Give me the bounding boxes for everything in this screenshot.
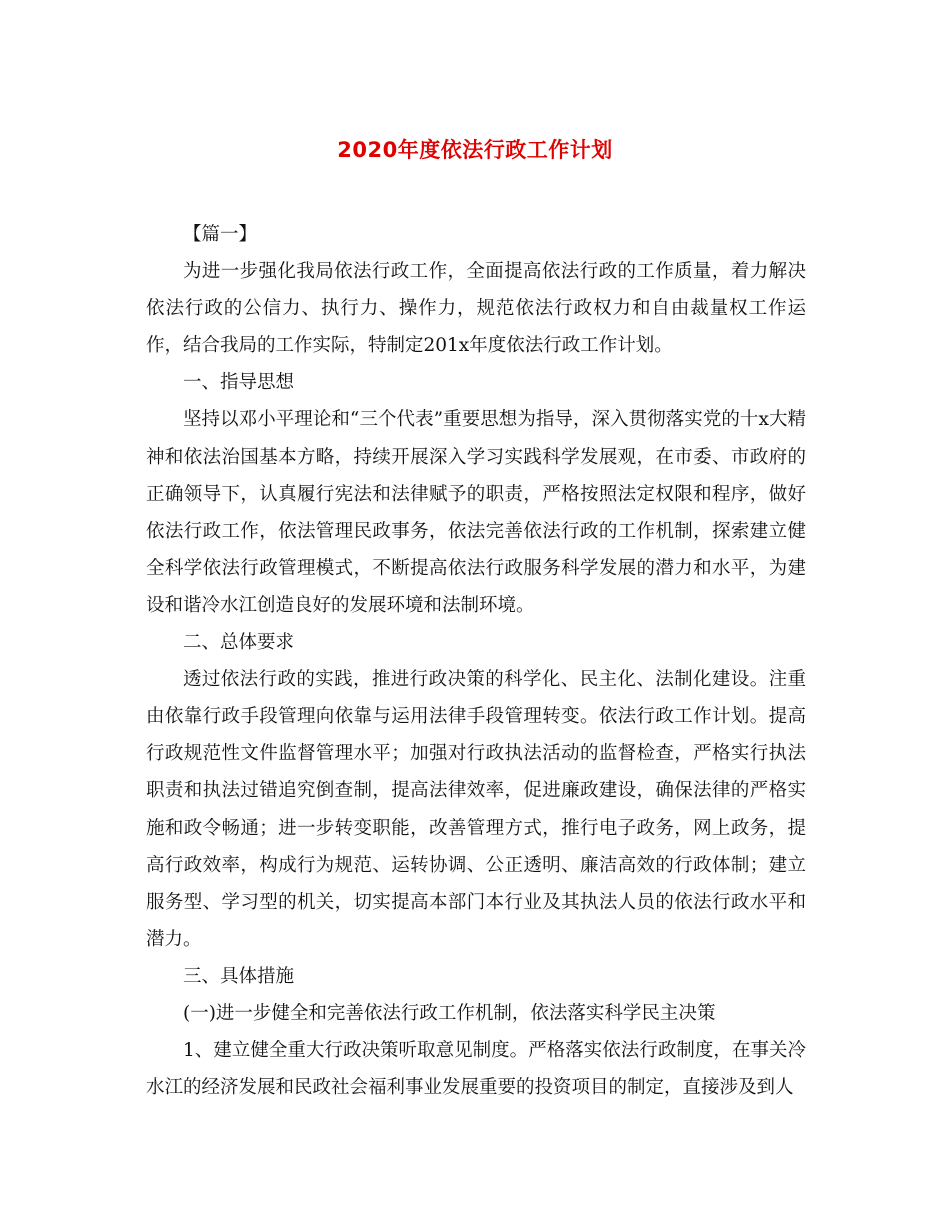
document-title: 2020年度依法行政工作计划 (337, 138, 613, 162)
subsection-heading-1: (一)进一步健全和完善依法行政工作机制，依法落实科学民主决策 (183, 1002, 716, 1024)
section-heading-part-one: 【篇一】 (183, 224, 258, 245)
section-heading-guiding-ideology: 一、指导思想 (183, 372, 295, 394)
section-heading-specific-measures: 三、具体措施 (183, 965, 295, 987)
measure-paragraph-1: 1、建立健全重大行政决策听取意见制度。严格落实依法行政制度，在事关冷水江的经济发展和民政社会福利事业发展重要的投资项目的制定，直接涉及到人 (146, 1040, 806, 1099)
overall-requirements-paragraph: 透过依法行政的实践，推进行政决策的科学化、民主化、法制化建设。注重由依靠行政手段管理向依靠与运用法律手段管理转变。依法行政工作计划。提高行政规范性文件监督管理水平；加强对行政执法活动的监督检查，严格实行执法职责和执法过错追究倒查制，提高法律效率，促进廉政建设，确保法律的严格实施和政令畅通；进一步转变职能，改善管理方式，推行电子政务，网上政务，提高行政效率，构成行为规范、运转协调、公正透明、廉洁高效的行政体制；建立服务型、学习型的机关，切实提高本部门本行业及其执法人员的依法行政水平和潜力。 (146, 669, 806, 950)
document-body (146, 216, 806, 1106)
guiding-ideology-paragraph: 坚持以邓小平理论和“三个代表”重要思想为指导，深入贯彻落实党的十x大精神和依法治国基本方略，持续开展深入学习实践科学发展观，在市委、市政府的正确领导下，认真履行宪法和法律赋予的职责，严格按照法定权限和程序，做好依法行政工作，依法管理民政事务，依法完善依法行政的工作机制，探索建立健全科学依法行政管理模式，不断提高依法行政服务科学发展的潜力和水平，为建设和谐冷水江创造良好的发展环境和法制环境。 (146, 409, 806, 616)
section-heading-overall-requirements: 二、总体要求 (183, 632, 295, 654)
intro-paragraph: 为进一步强化我局依法行政工作，全面提高依法行政的工作质量，着力解决依法行政的公信力、执行力、操作力，规范依法行政权力和自由裁量权工作运作，结合我局的工作实际，特制定201x年度依法行政工作计划。 (146, 261, 806, 357)
